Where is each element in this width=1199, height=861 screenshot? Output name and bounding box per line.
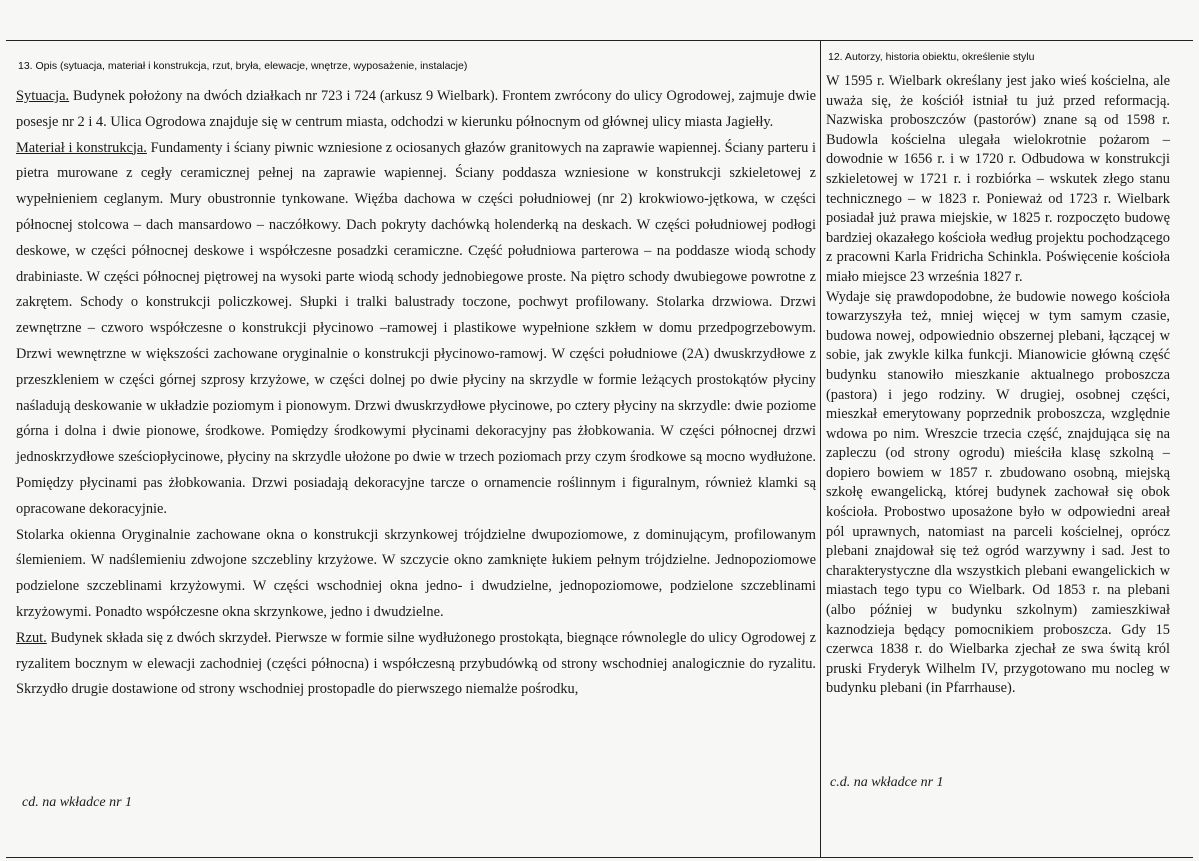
description-column: [16, 84, 816, 703]
material-text: Fundamenty i ściany piwnic wzniesione z ociosanych głazów granitowych na zaprawie wapiennej. Ściany parteru i pietra murowane z cegły ceramicznej pełnej na zaprawie wapiennej. Ściany poddasza wzniesione w konstrukcji szkieletowej z wypełnieniem ceglanym. Mury obustronnie tynkowane. Więźba dachowa w części południowej (nr 2) krokwiowo-jętkowa, w części północnej stolcowa – dach mansardowo – naczółkowy. Dach pokryty dachówką holenderką na deskach. W części południowej podłogi deskowe, w części północnej deskowe i współczesne posadzki ceramiczne. Część południowa parterowa – na poddasze wiodą schody drabiniaste. W części północnej piętrowej na wysoki parte wiodą schody jednobiegowe proste. Na piętro schody dwubiegowe powrotne z zakrętem. Schody o konstrukcji policzkowej. Słupki i tralki balustrady toczone, pochwyt profilowany. Stolarka drzwiowa. Drzwi zewnętrzne – czworo współczesne o konstrukcji płycinowo –ramowej i plastikowe wypełnione szkłem w domu przedpogrzebowym. Drzwi wewnętrzne w większości zachowane oryginalnie o konstrukcji płycinowo-ramowj. W części południowe (2A) dwuskrzydłowe z przeszkleniem w części górnej szprosy krzyżowe, w części dolnej po dwie płyciny na skrzydle w formie leżących prostokątów płyciny naśladują deskowanie w układzie poziomym i pionowym. Drzwi dwuskrzydłowe płycinowe, po cztery płyciny na skrzydle: dwie poziome górna i dolna i dwie pionowe, środkowe. Pomiędzy środkowymi płycinami dekoracyjny pas żłobkowania. W części północnej drzwi jednoskrzydłowe sześciopłycinowe, płyciny na skrzydle ułożone po dwie w trzech poziomach przy czym środkowe są mocno wydłużone. Pomiędzy płycinami pas żłobkowania. Drzwi posiadają dekoracyjne tarcze o ornamencie roślinnym i figuralnym, również klamki są opracowane dekoracyjnie.: [16, 139, 816, 517]
description-section-header: 13. Opis (sytuacja, materiał i konstrukcja, rzut, bryła, elewacje, wnętrze, wyposażenie, instalacje): [18, 60, 468, 72]
column-divider: [820, 40, 821, 858]
material-heading: Materiał i konstrukcja.: [16, 139, 147, 156]
history-continuation-note: c.d. na wkładce nr 1: [830, 775, 944, 790]
situation-heading: Sytuacja.: [16, 88, 70, 104]
windows-text: Stolarka okienna Oryginalnie zachowane okna o konstrukcji skrzynkowej trójdzielne dwupoziomowe, z dominującym, profilowanym ślemieniem. W nadślemieniu zdwojone szczebliny krzyżowe. W szczycie okno zamknięte łukiem pełnym trójdzielne. Jednopoziomowe podzielone szczeblinami krzyżowymi. W części wschodniej okna jedno- i dwudzielne, jednopoziomowe, podzielone szczeblinami krzyżowymi. Ponadto współczesne okna skrzynkowe, jedno i dwudzielne.: [16, 526, 816, 620]
history-paragraph-2: Wydaje się prawdopodobne, że budowie nowego kościoła towarzyszyła też, mniej więcej w tym samym czasie, budowa nowej, odpowiednio obszernej plebani, łączącej w sobie, jak zwykle kilka funkcji. Mianowicie główną część budynku stanowiło mieszkanie aktualnego proboszcza (pastora) i jego rodziny. W drugiej, osobnej części, mieszkał emerytowany poprzednik proboszcza, względnie wdowa po nim. Wreszcie trzecia część, znajdująca się na zapleczu (od strony ogrodu) mieściła klasę szkolną – dopiero bowiem w 1857 r. zbudowano osobną, miejską szkołę ewangelicką, której budynek zachował się obok kościoła. Probostwo uposażone było w odpowiedni areał pól uprawnych, natomiast na parceli kościelnej, oprócz plebani znajdował się też ogród warzywny i sad. Jest to charakterystyczne dla wszystkich plebani ewangelickich w miastach tego typu co Wielbark. Od 1853 r. na plebani (albo później w budynku szkolnym) zamieszkiwał kaznodzieja będący pomocnikiem proboszcza. Gdy 15 czerwca 1838 r. do Wielbarka zjechał ze swa świtą król pruski Fryderyk Wilhelm IV, przygotowano mu nocleg w budynku plebani (in Pfarrhause).: [826, 288, 1170, 697]
plan-heading: Rzut.: [16, 629, 47, 646]
history-paragraph-1: W 1595 r. Wielbark określany jest jako wieś kościelna, ale uważa się, że kościół istniał tu już przed reformacją. Nazwiska proboszczów (pastorów) znane są od 1598 r. Budowla kościelna ulegała wielokrotnie pożarom – dowodnie w 1656 r. i w 1720 r. Odbudowa w konstrukcji szkieletowej w 1721 r. i rozbiórka – wskutek złego stanu technicznego – w 1823 r. Ponieważ od 1723 r. Wielbark posiadał już prawa miejskie, w 1825 r. rozpoczęto budowę bardziej okazałego kościoła według projektu pochodzącego z pracowni Karla Fridricha Schinkla. Poświęcenie kościoła miało miejsce 23 września 1827 r.: [826, 73, 1170, 285]
plan-paragraph: [16, 626, 816, 703]
material-paragraph: [16, 136, 816, 523]
history-section-header: 12. Autorzy, historia obiektu, określenie stylu: [828, 51, 1035, 63]
windows-paragraph: [16, 523, 816, 626]
description-continuation-note: cd. na wkładce nr 1: [22, 795, 133, 810]
situation-text: Budynek położony na dwóch działkach nr 723 i 724 (arkusz 9 Wielbark). Frontem zwrócony do ulicy Ogrodowej, zajmuje dwie posesje nr 2 i 4. Ulica Ogrodowa znajduje się w centrum miasta, odchodzi w kierunku północnym od głównej ulicy miasta Jagiełły.: [16, 88, 816, 130]
plan-text: Budynek składa się z dwóch skrzydeł. Pierwsze w formie silne wydłużonego prostokąta, biegnące równolegle do ulicy Ogrodowej z ryzalitem bocznym w elewacji zachodniej (części północna) i współczesną przybudówką od strony wschodniej analogicznie do ryzalitu. Skrzydło drugie dostawione od strony wschodniej prostopadle do pierwszego niemalże pośrodku,: [16, 629, 816, 698]
situation-paragraph: [16, 84, 816, 136]
history-column: [826, 72, 1170, 699]
